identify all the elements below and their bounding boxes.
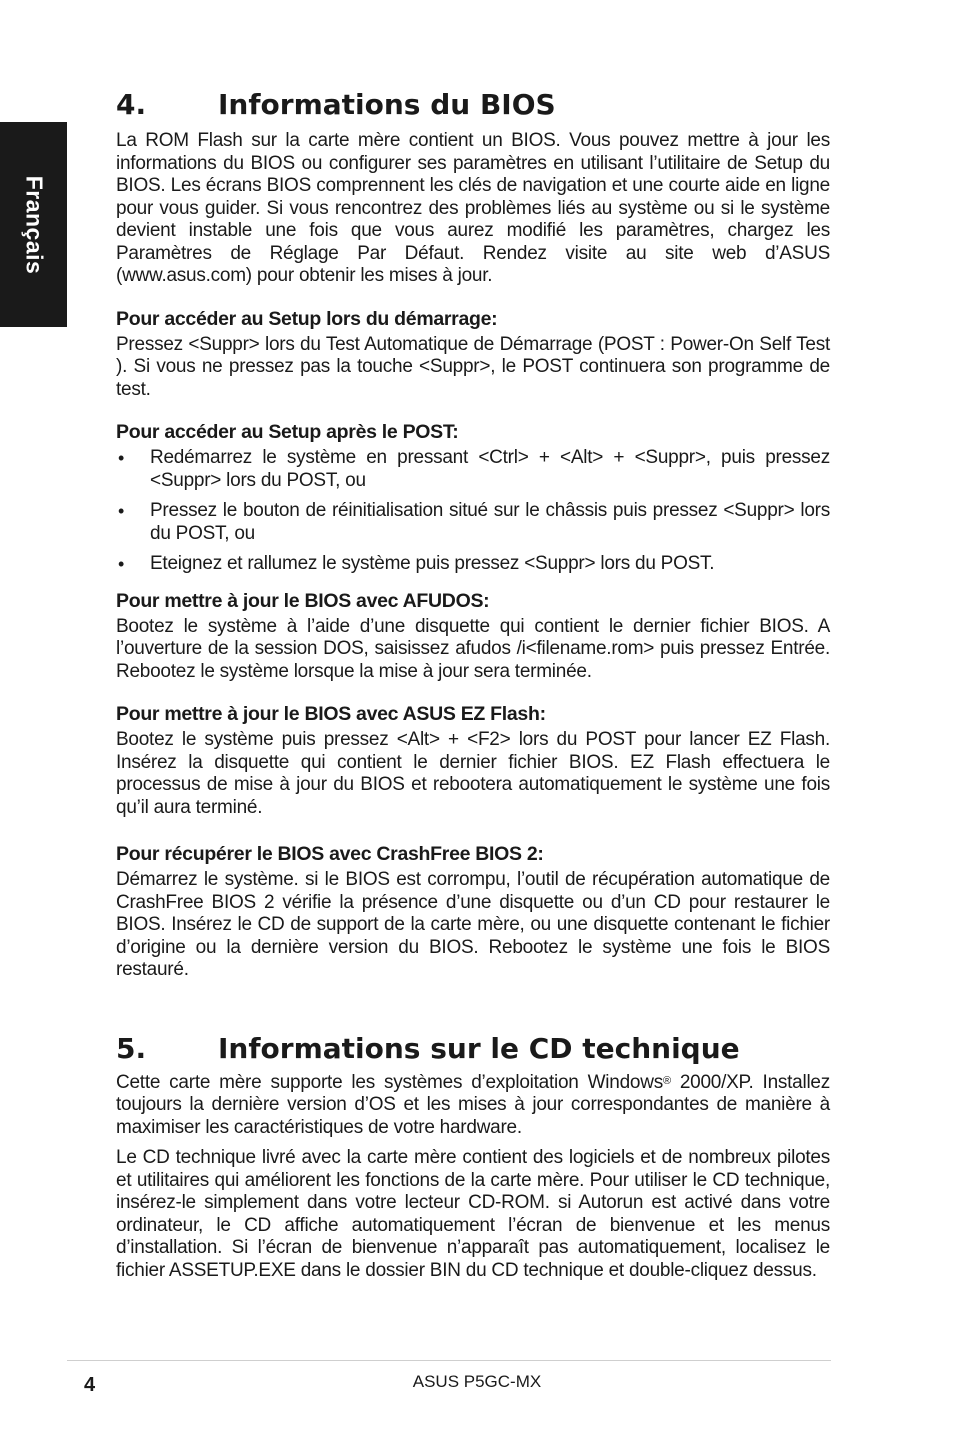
footer-divider: [67, 1360, 831, 1361]
setup-post-heading: Pour accéder au Setup après le POST:: [116, 421, 459, 443]
ezflash-heading: Pour mettre à jour le BIOS avec ASUS EZ Flash:: [116, 703, 546, 725]
footer-product-name: ASUS P5GC-MX: [412, 1372, 542, 1391]
section-4-heading: [116, 88, 830, 122]
crashfree-paragraph: Démarrez le système. si le BIOS est corrompu, l’outil de récupération automatique de CrashFree BIOS 2 vérifie la présence d’une disquette ou d’un CD pour restaurer le BIOS. Insérez le CD de support de la carte mère, ou une disquette contenant le fichier d’origine ou la dernière version du BIOS. Rebootez le système une fois le BIOS restauré.: [116, 869, 830, 980]
list-item: • Pressez le bouton de réinitialisation situé sur le châssis puis pressez <Suppr> lors du POST, ou: [116, 500, 830, 545]
setup-boot-paragraph: Pressez <Suppr> lors du Test Automatique de Démarrage (POST : Power-On Self Test ). Si vous ne pressez pas la touche <Suppr>, le POST continuera son programme de test.: [116, 333, 830, 400]
list-item: • Redémarrez le système en pressant <Ctrl> + <Alt> + <Suppr>, puis pressez <Suppr> lors du POST, ou: [116, 447, 830, 492]
section-5-number: 5.: [116, 1031, 147, 1065]
setup-post-list: [116, 447, 830, 576]
os-support-paragraph: Cette carte mère supporte les systèmes d’exploitation Windows® 2000/XP. Installez toujours la dernière version d’OS et les mises à jour correspondantes de manière à maximiser les caractéristiques de votre hardware.: [116, 1071, 830, 1138]
setup-boot-heading: Pour accéder au Setup lors du démarrage:: [116, 307, 498, 330]
page-content: [116, 88, 830, 1282]
cd-content-paragraph: Le CD technique livré avec la carte mère contient des logiciels et de nombreux pilotes et utilitaires qui améliorent les fonctions de la carte mère. Pour utiliser le CD technique, insérez-le simplement dans votre lecteur CD-ROM. si Autorun est activé dans votre ordinateur, le CD affiche automatiquement l’écran de bienvenue et les menus d’installation. Si l’écran de bienvenue n’apparaît pas automatiquement, localisez le fichier ASSETUP.EXE dans le dossier BIN du CD technique et double-cliquez dessus.: [116, 1147, 830, 1281]
language-side-tab: [0, 122, 67, 327]
list-item: • Eteignez et rallumez le système puis pressez <Suppr> lors du POST.: [116, 553, 830, 576]
afudos-paragraph: Bootez le système à l’aide d’une disquette qui contient le dernier fichier BIOS. A l’ouverture de la session DOS, saisissez afudos /i<filename.rom> puis pressez Entrée. Rebootez le système lorsque la mise à jour sera terminée.: [116, 615, 830, 682]
afudos-heading: Pour mettre à jour le BIOS avec AFUDOS:: [116, 589, 490, 612]
section-4-title: Informations du BIOS: [218, 88, 556, 121]
page-number: 4: [84, 1374, 96, 1396]
section-5-title: Informations sur le CD technique: [218, 1031, 740, 1065]
bios-intro-paragraph: La ROM Flash sur la carte mère contient un BIOS. Vous pouvez mettre à jour les informations du BIOS ou configurer ses paramètres en utilisant l’utilitaire de Setup du BIOS. Les écrans BIOS comprennent les clés de navigation et une courte aide en ligne pour vous guider. Si vous rencontrez des problèmes liés au système ou si le système devient instable une fois que vous aurez modifié les paramètres, chargez les Paramètres de Réglage Par Défaut. Rendez visite au site web d’ASUS (www.asus.com) pour obtenir les mises à jour.: [116, 130, 830, 286]
ezflash-paragraph: Bootez le système puis pressez <Alt> + <F2> lors du POST pour lancer EZ Flash. Insérez la disquette qui contient le dernier fichier BIOS. EZ Flash effectuera le processus de mise à jour du BIOS et rebootera automatiquement le système une fois qu’il aura terminé.: [116, 729, 830, 818]
registered-mark: ®: [662, 1074, 671, 1087]
section-5-heading: [116, 1032, 830, 1066]
section-4-number: 4.: [116, 88, 147, 121]
crashfree-heading: Pour récupérer le BIOS avec CrashFree BIOS 2:: [116, 843, 544, 865]
language-label: Français: [21, 175, 47, 274]
